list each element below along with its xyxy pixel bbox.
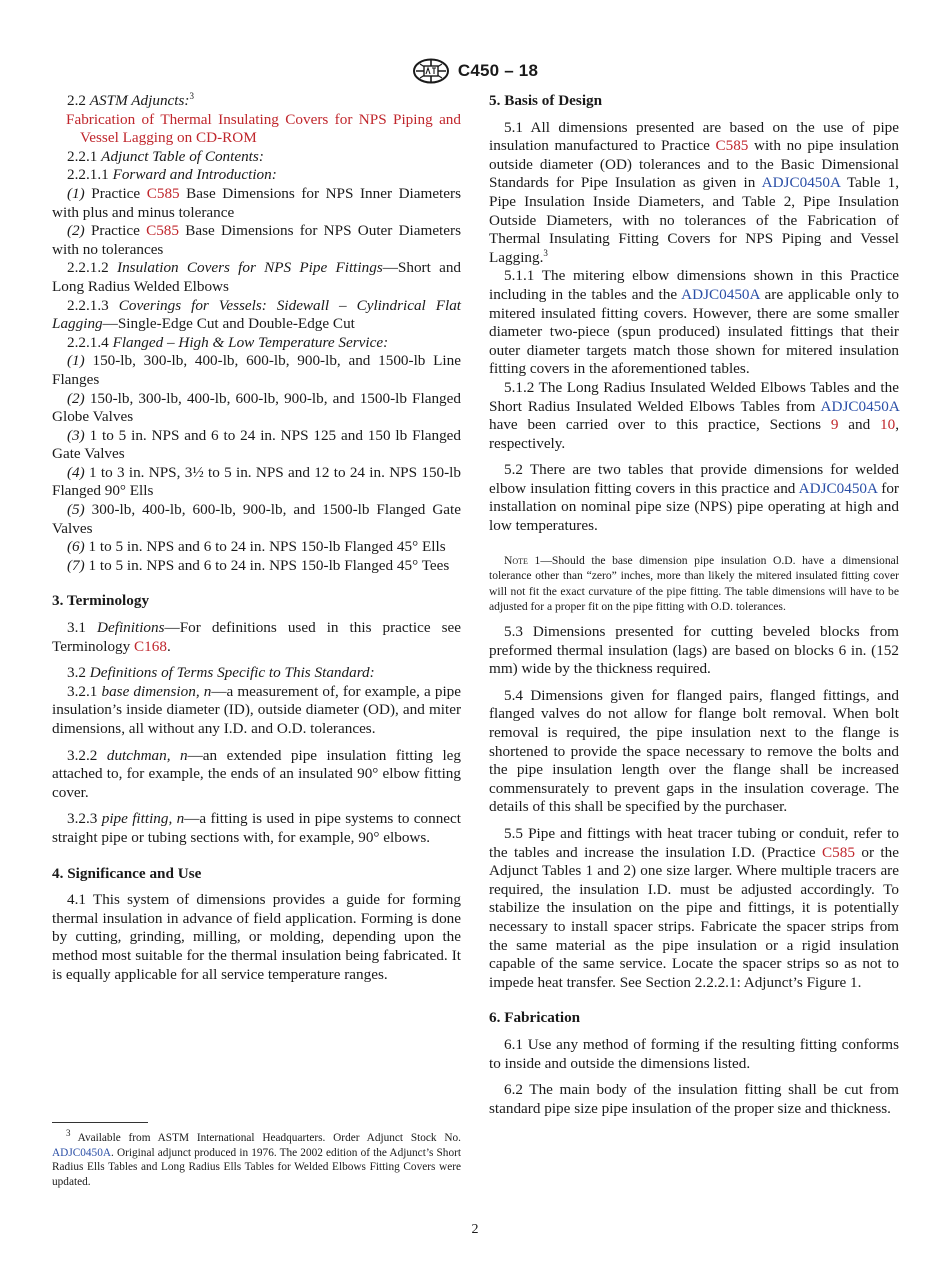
list-item: (2) 150-lb, 300-lb, 400-lb, 600-lb, 900-lb, and 1500-lb Flanged Globe Valves [52,389,461,426]
document-designation: C450 – 18 [457,61,539,80]
section-10-link[interactable]: 10 [880,416,896,434]
adjc0450a-link[interactable]: ADJC0450A [820,397,899,415]
section-5-1-1: 5.1.1 The mitering elbow dimensions shown in this Practice including in the tables and the ADJC0450A are applicable only to mitered insulated fitting covers. However, there are some smaller diameter two-piece (spun produced) insulated fittings that their outer diameter targets match those shown for mitered insulation fitting covers in the aforementioned tables. [489,267,899,378]
adjc0450a-link[interactable]: ADJC0450A [798,479,878,497]
section-6-1: 6.1 Use any method of forming if the resulting fitting conforms to inside and outside the dimensions listed. [489,1035,899,1072]
section-6-2: 6.2 The main body of the insulation fitting shall be cut from standard pipe size pipe insulation of the proper size and thickness. [489,1081,899,1117]
list-item: (5) 300-lb, 400-lb, 600-lb, 900-lb, and 1500-lb Flanged Gate Valves [52,501,461,537]
list-item: (4) 1 to 3 in. NPS, 3½ to 5 in. NPS and 12 to 24 in. NPS 150-lb Flanged 90° Ells [52,463,461,500]
section-2-2-1-4: 2.2.1.4 Flanged – High & Low Temperature Service: [67,333,389,351]
list-item: (6) 1 to 5 in. NPS and 6 to 24 in. NPS 150-lb Flanged 45° Ells [67,538,446,556]
astm-logo-icon [412,58,450,84]
adjc0450a-link[interactable]: ADJC0450A [52,1146,111,1159]
c585-link[interactable]: C585 [822,843,855,861]
section-heading-terminology: 3. Terminology [52,592,150,610]
section-5-1: 5.1 All dimensions presented are based on the use of pipe insulation manufactured to Practice C585 with no pipe insulation outside diameter (OD) tolerances and to the Basic Dimensional Standards for Pipe Insulation as given in ADJC0450A Table 1, Pipe Insulation Inside Diameters, and Table 2, Pipe Insulation Outside Diameters, with no tolerances of the Fabrication of Thermal Insulating Fitting Covers for NPS Piping and Vessel Lagging.$^3$ [489,118,899,266]
c168-link[interactable]: C168 [134,637,167,655]
section-heading-basis-of-design: 5. Basis of Design [489,92,603,109]
section-3-2-1: 3.2.1 base dimension, n—a measurement of, for example, a pipe insulation’s inside diameter (ID), outside diameter (OD), and miter dimensions, all without any I.D. and O.D. tolerances. [52,682,462,737]
section-5-2: 5.2 There are two tables that provide dimensions for welded elbow insulation fitting covers in this practice and ADJC0450A for installation on nominal pipe size (NPS) pipe operating at high and low temperatures. [489,461,899,535]
left-column [52,92,461,984]
right-column [489,92,899,1118]
section-9-link[interactable]: 9 [830,416,839,434]
c585-link[interactable]: C585 [146,184,180,202]
section-heading-significance: 4. Significance and Use [52,864,202,882]
section-3-2-3: 3.2.3 pipe fitting, n—a fitting is used in pipe systems to connect straight pipe or tubing sections with, for example, 90° elbows. [52,810,462,846]
footnote: $^3$ Available from ASTM International Headquarters. Order Adjunct Stock No. ADJC0450A. Original adjunct produced in 1976. The 2002 edition of the Adjunct’s Short Radius Ells Tables and Long Radius Ells Tables for Welded Elbows Fitting Covers were updated. [52,1128,461,1188]
section-heading-fabrication: 6. Fabrication [489,1009,581,1027]
section-5-4: 5.4 Dimensions given for flanged pairs, flanged fittings, and flanged valves do not allow for flange bolt removal. When bolt removal is required, the pipe insulation next to the flange is shortened to provide the space necessary to remove the bolts and the pipe insulation length over the flange shall be increased commensurately to prevent gaps in the insulation coverage. The details of this shall be specified by the purchaser. [489,686,899,816]
section-3-2-2: 3.2.2 dutchman, n—an extended pipe insulation fitting leg attached to, for example, the ends of an insulated 90° elbow fitting cover. [52,746,462,801]
section-5-3: 5.3 Dimensions presented for cutting beveled blocks from preformed thermal insulation (lags) are based on blocks 6 in. (152 mm) wide by the thickness required. [489,623,899,678]
section-5-5: 5.5 Pipe and fittings with heat tracer tubing or conduit, refer to the tables and increase the insulation I.D. (Practice C585 or the Adjunct Tables 1 and 2) one size larger. Where multiple tracers are required, the insulation I.D. must be adjusted accordingly. To stabilize the insulation on the pipe and fittings, it is potentially necessary to install spacer strips. Fabricate the spacer strips from the same material as the pipe insulation or a rigid insulation capable of the same service. Locate the spacer strips so as not to impede heat transfer. See Section 2.2.2.1: Adjunct’s Figure 1. [489,824,899,991]
adjunct-link[interactable]: Fabrication of Thermal Insulating Covers for NPS Piping and Vessel Lagging on CD-ROM [66,110,461,147]
c585-link[interactable]: C585 [146,222,179,240]
section-2-2-1: 2.2.1 Adjunct Table of Contents: [67,147,264,165]
section-2-2-1-3: 2.2.1.3 Coverings for Vessels: Sidewall – Cylindrical Flat Lagging—Single-Edge Cut and Double-Edge Cut [52,296,462,333]
section-4-1: 4.1 This system of dimensions provides a guide for forming thermal insulation in advance of field application. Forming is done by cutting, grinding, milling, or molding, depending upon the method most suitable for the thermal insulation being fabricated. It is equally applicable for all service temperature ranges. [52,891,461,983]
section-2-2: 2.2 ASTM Adjuncts:$^3$ [67,90,194,109]
list-item: (2) Practice C585 Base Dimensions for NPS Outer Diameters with no tolerances [52,222,461,258]
list-item: (3) 1 to 5 in. NPS and 6 to 24 in. NPS 125 and 150 lb Flanged Gate Valves [52,426,461,463]
section-3-1: 3.1 Definitions—For definitions used in this practice see Terminology C168. [52,619,461,655]
list-item: (7) 1 to 5 in. NPS and 6 to 24 in. NPS 150-lb Flanged 45° Tees [67,556,450,574]
note-1: Note 1—Should the base dimension pipe insulation O.D. have a dimensional tolerance other than “zero” inches, more than likely the mitered insulated fitting cover will not fit the exact curvature of the pipe fitting. The table dimensions will have to be adjusted for a proper fit on the pipe fitting with O.D. tolerances. [489,553,899,614]
footnote-rule [52,1122,148,1123]
section-2-2-1-1: 2.2.1.1 Forward and Introduction: [67,166,277,184]
section-5-1-2: 5.1.2 The Long Radius Insulated Welded Elbows Tables and the Short Radius Insulated Welded Elbows Tables from ADJC0450A have been carried over to this practice, Sections 9 and 10, respectively. [489,378,899,452]
section-2-2-1-2: 2.2.1.2 Insulation Covers for NPS Pipe Fittings—Short and Long Radius Welded Elbows [52,259,462,295]
list-item: (1) 150-lb, 300-lb, 400-lb, 600-lb, 900-lb, and 1500-lb Line Flanges [52,352,461,388]
page-number: 2 [471,1222,479,1237]
adjc0450a-link[interactable]: ADJC0450A [761,174,841,192]
c585-link[interactable]: C585 [715,137,749,155]
list-item: (1) Practice C585 Base Dimensions for NPS Inner Diameters with plus and minus tolerance [52,184,461,221]
page-header [0,56,950,86]
section-3-2: 3.2 Definitions of Terms Specific to This Standard: [67,664,375,682]
adjc0450a-link[interactable]: ADJC0450A [681,285,760,303]
